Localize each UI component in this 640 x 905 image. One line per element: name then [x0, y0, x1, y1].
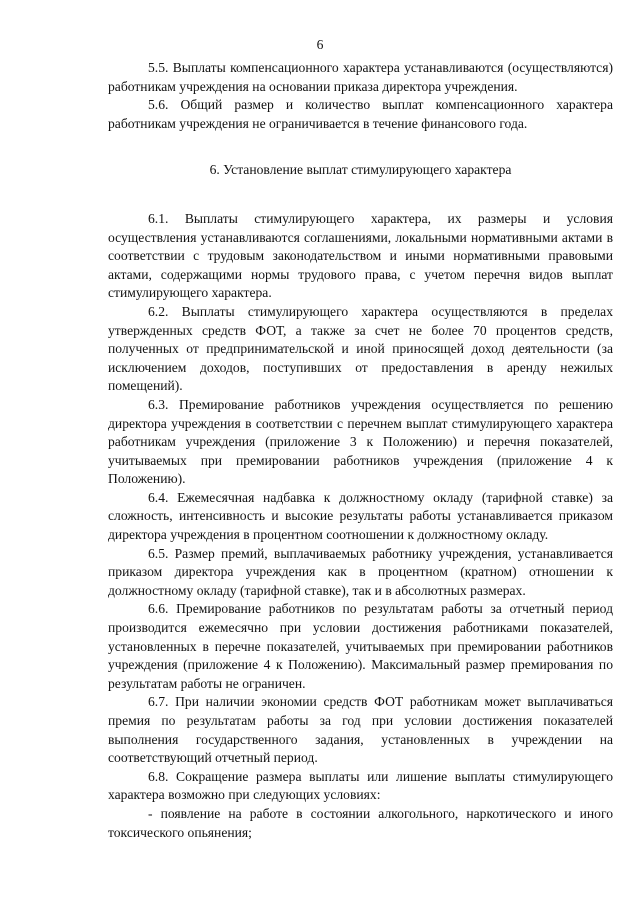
paragraph-6-5: 6.5. Размер премий, выплачиваемых работнику учреждения, устанавливается приказом директора учреждения как в процентном (кратном) отношении к должностному окладу (тарифной ставке), так и в абсолютных размерах.	[108, 545, 613, 598]
paragraph-5-5: 5.5. Выплаты компенсационного характера устанавливаются (осуществляются) работникам учреждения на основании приказа директора учреждения.	[108, 60, 613, 94]
paragraph-6-7: 6.7. При наличии экономии средств ФОТ работникам может выплачиваться премия по результатам работы за год при условии достижения показателей выполнения государственного задания, установленных в учреждении на соответствующий отчетный период.	[108, 694, 613, 766]
paragraph-6-6: 6.6. Премирование работников по результатам работы за отчетный период производится ежемесячно при условии достижения работниками показателей, установленных в перечне показателей, учитываемых при премировании работников учреждения (приложение 4 к Положению). Максимальный размер премирования по результатам работы не ограничен.	[108, 601, 613, 691]
document-body	[108, 59, 613, 842]
paragraph-6-8: 6.8. Сокращение размера выплаты или лишение выплаты стимулирующего характера возможно при следующих условиях:	[108, 768, 613, 803]
section-heading: 6. Установление выплат стимулирующего характера	[209, 162, 512, 178]
paragraph-6-3: 6.3. Премирование работников учреждения осуществляется по решению директора учреждения в соответствии с перечнем выплат стимулирующего характера работникам учреждения (приложение 3 к Положению) и перечня показателей, учитываемых при премировании работников учреждения (приложение 4 к Положению).	[108, 396, 613, 487]
paragraph-6-2: 6.2. Выплаты стимулирующего характера осуществляются в пределах утвержденных средств ФОТ, а также за счет не более 70 процентов средств, полученных от предпринимательской и иной приносящей доход деятельности (за исключением доходов, поступивших от предоставления в аренду нежилых помещений).	[108, 303, 613, 394]
paragraph-5-6: 5.6. Общий размер и количество выплат компенсационного характера работникам учреждения не ограничивается в течение финансового года.	[108, 97, 613, 131]
paragraph-6-4: 6.4. Ежемесячная надбавка к должностному окладу (тарифной ставке) за сложность, интенсивность и высокие результаты работы устанавливается приказом директора учреждения в процентном соотношении к должностному окладу.	[108, 489, 613, 543]
paragraph-6-1: 6.1. Выплаты стимулирующего характера, их размеры и условия осуществления устанавливаются соглашениями, локальными нормативными актами в соответствии с трудовым законодательством и иными нормативными правовыми актами, содержащими нормы трудового права, с учетом перечня видов выплат стимулирующего характера.	[108, 210, 613, 301]
page-number: 6	[316, 37, 324, 52]
list-item-condition: - появление на работе в состоянии алкогольного, наркотического и иного токсического опьянения;	[108, 805, 613, 840]
